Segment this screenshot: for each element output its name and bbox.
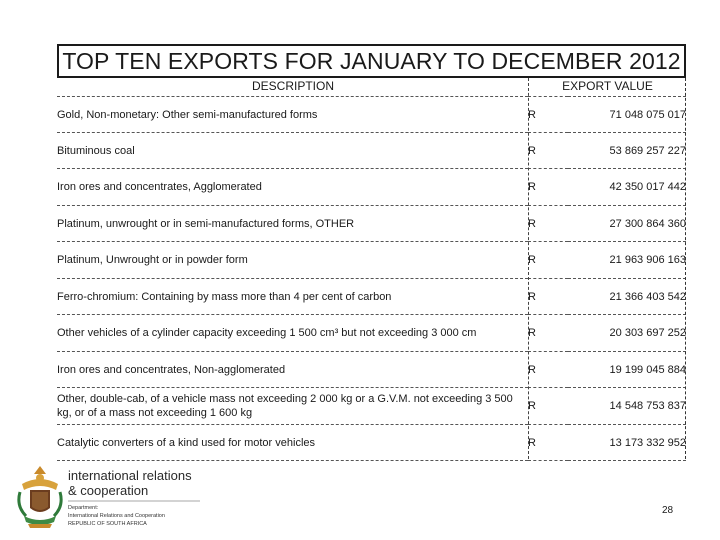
row-value: 20 303 697 252 bbox=[568, 315, 686, 352]
row-value: 71 048 075 017 bbox=[568, 97, 686, 133]
row-currency: R bbox=[528, 133, 568, 169]
row-value: 42 350 017 442 bbox=[568, 169, 686, 206]
header-description: DESCRIPTION bbox=[251, 79, 334, 93]
org-line2: & cooperation bbox=[68, 483, 149, 498]
table-row bbox=[57, 242, 686, 279]
dept-line1: Department: bbox=[68, 505, 99, 511]
table-right-edge bbox=[685, 78, 686, 459]
header-export-value: EXPORT VALUE bbox=[562, 79, 653, 93]
row-currency: R bbox=[528, 425, 568, 461]
dept-line3: REPUBLIC OF SOUTH AFRICA bbox=[68, 521, 147, 527]
slide-title-box bbox=[57, 44, 686, 78]
row-description: Bituminous coal bbox=[57, 133, 528, 169]
column-divider bbox=[528, 78, 529, 459]
row-description: Ferro-chromium: Containing by mass more than 4 per cent of carbon bbox=[57, 279, 528, 315]
coat-of-arms-icon bbox=[19, 466, 61, 528]
table-row bbox=[57, 169, 686, 206]
dept-line2: International Relations and Cooperation bbox=[68, 513, 165, 519]
table-row bbox=[57, 206, 686, 242]
row-value: 53 869 257 227 bbox=[568, 133, 686, 169]
table-row bbox=[57, 279, 686, 315]
row-currency: R bbox=[528, 388, 568, 425]
row-description: Catalytic converters of a kind used for motor vehicles bbox=[57, 425, 528, 461]
row-value: 21 366 403 542 bbox=[568, 279, 686, 315]
row-description: Platinum, unwrought or in semi-manufactured forms, OTHER bbox=[57, 206, 528, 242]
table-row bbox=[57, 133, 686, 169]
row-value: 13 173 332 952 bbox=[568, 425, 686, 461]
row-value: 14 548 753 837 bbox=[568, 388, 686, 425]
row-description: Other vehicles of a cylinder capacity exceeding 1 500 cm³ but not exceeding 3 000 cm bbox=[57, 315, 528, 352]
table-row bbox=[57, 352, 686, 388]
row-description: Iron ores and concentrates, Agglomerated bbox=[57, 169, 528, 206]
dirco-logo bbox=[10, 462, 210, 532]
row-description: Gold, Non-monetary: Other semi-manufactured forms bbox=[57, 97, 528, 133]
table-row bbox=[57, 97, 686, 133]
row-currency: R bbox=[528, 315, 568, 352]
table-row bbox=[57, 388, 686, 425]
row-description: Iron ores and concentrates, Non-agglomerated bbox=[57, 352, 528, 388]
table-row bbox=[57, 315, 686, 352]
row-value: 27 300 864 360 bbox=[568, 206, 686, 242]
row-currency: R bbox=[528, 206, 568, 242]
page-number: 28 bbox=[662, 505, 674, 516]
row-description: Platinum, Unwrought or in powder form bbox=[57, 242, 528, 279]
row-currency: R bbox=[528, 97, 568, 133]
row-value: 19 199 045 884 bbox=[568, 352, 686, 388]
exports-table bbox=[57, 96, 686, 461]
org-line1: international relations bbox=[68, 468, 192, 483]
row-value: 21 963 906 163 bbox=[568, 242, 686, 279]
row-currency: R bbox=[528, 169, 568, 206]
row-currency: R bbox=[528, 242, 568, 279]
row-currency: R bbox=[528, 279, 568, 315]
table-row bbox=[57, 425, 686, 461]
slide-title: TOP TEN EXPORTS FOR JANUARY TO DECEMBER 2012 bbox=[62, 47, 681, 74]
row-currency: R bbox=[528, 352, 568, 388]
row-description: Other, double-cab, of a vehicle mass not exceeding 2 000 kg or a G.V.M. not exceeding 3 500 kg, or of a mass not exceeding 1 600 kg bbox=[57, 388, 528, 425]
